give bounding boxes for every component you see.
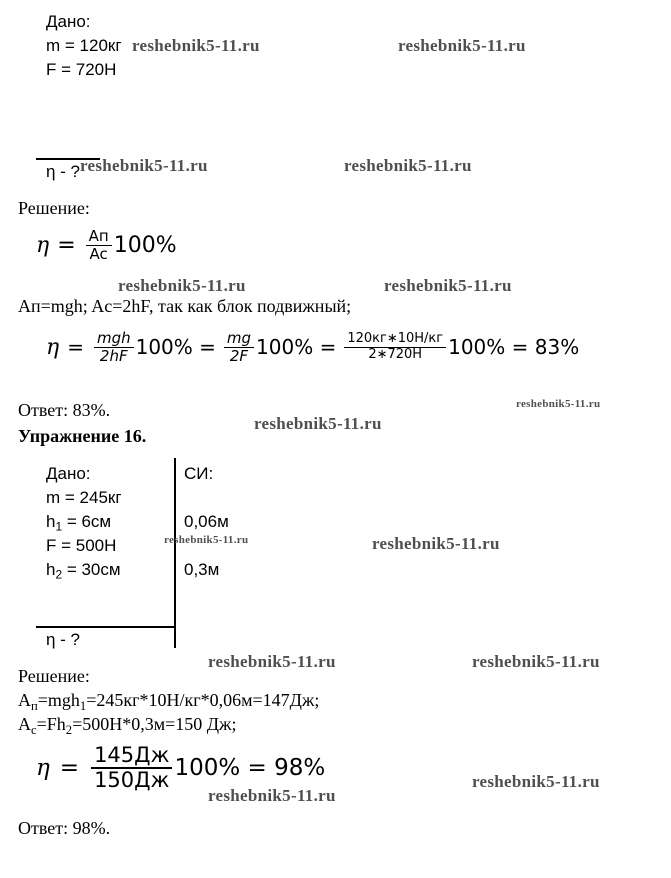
equals-sign: = — [57, 232, 76, 258]
answer-1: Ответ: 83%. — [18, 400, 111, 420]
result-98: 100% = 98% — [174, 754, 326, 781]
watermark: reshebnik5-11.ru — [372, 534, 500, 553]
si-height-1: 0,06м — [184, 512, 229, 531]
given-mass: m = 120кг — [46, 36, 122, 55]
efficiency-calculation: η = $\frac{\text{mgh}}{2hF}$ 100% = $\frac{mg}{2F}$ 100% = $\frac{120кг∗10Н/кг}{2∗720Н}$ 100% = 83% — [46, 329, 580, 365]
si-height-2: 0,3м — [184, 560, 220, 579]
joules-fraction: $\frac{145Дж}{150Дж}$ — [91, 744, 172, 792]
given-divider-2 — [36, 626, 176, 628]
watermark: reshebnik5-11.ru — [472, 652, 600, 671]
answer-2: Ответ: 98%. — [18, 818, 111, 838]
watermark: reshebnik5-11.ru — [80, 156, 208, 175]
exercise-title: Упражнение 16. — [18, 426, 147, 446]
unknown-efficiency: η - ? — [46, 162, 81, 181]
useful-work-line: $A_п=mgh_1=245кг*10Н/кг*0,06м=147Дж$; — [18, 690, 320, 713]
given-title-2: Дано: — [46, 464, 91, 483]
given-height-1: $h_1 = 6см$ — [46, 512, 112, 534]
solution-label-2: Решение: — [18, 666, 90, 686]
watermark: reshebnik5-11.ru — [208, 652, 336, 671]
equals-sign: = — [59, 754, 80, 781]
unknown-efficiency-2: η - ? — [46, 630, 81, 649]
fraction-numeric: $\frac{120кг∗10Н/кг}{2∗720Н}$ — [344, 332, 446, 362]
watermark: reshebnik5-11.ru — [516, 398, 601, 410]
si-title: СИ: — [184, 464, 214, 483]
given-si-divider — [174, 458, 176, 648]
eta-symbol: η — [36, 754, 50, 781]
efficiency-result-formula — [36, 744, 325, 792]
watermark: reshebnik5-11.ru — [384, 276, 512, 295]
eta-symbol: η — [36, 232, 50, 258]
work-ratio-fraction — [86, 228, 112, 263]
percent-factor: 100% — [113, 232, 177, 258]
solution-label: Решение: — [18, 198, 90, 218]
fraction-mg-2F: $\frac{mg}{2F}$ — [224, 330, 254, 365]
equals-sign: = — [67, 335, 84, 360]
watermark: reshebnik5-11.ru — [254, 414, 382, 433]
watermark: reshebnik5-11.ru — [344, 156, 472, 175]
work-definitions: Aп=mgh; Ac=2hF, так как блок подвижный; — [18, 296, 352, 316]
watermark: reshebnik5-11.ru — [398, 36, 526, 55]
given-height-2: $h_2 = 30см$ — [46, 560, 121, 582]
efficiency-formula — [36, 228, 177, 263]
watermark: reshebnik5-11.ru — [208, 786, 336, 805]
watermark: reshebnik5-11.ru — [472, 772, 600, 791]
given-mass-2: m = 245кг — [46, 488, 122, 507]
total-work-symbol: Ac — [89, 245, 108, 263]
given-force: F = 720Н — [46, 60, 117, 79]
watermark: reshebnik5-11.ru — [164, 534, 249, 546]
watermark: reshebnik5-11.ru — [132, 36, 260, 55]
result-83: 100% = 83% — [448, 335, 580, 360]
useful-work-symbol: Aп — [88, 227, 109, 245]
eta-symbol: η — [46, 334, 60, 360]
given-force-2: F = 500Н — [46, 536, 117, 555]
fraction-mgh-2hF: $\frac{\text{mgh}}{2hF}$ — [94, 330, 134, 365]
total-work-line: $A_c=Fh_2=500Н*0,3м=150$ Дж; — [18, 714, 237, 737]
given-title: Дано: — [46, 12, 91, 31]
watermark: reshebnik5-11.ru — [118, 276, 246, 295]
